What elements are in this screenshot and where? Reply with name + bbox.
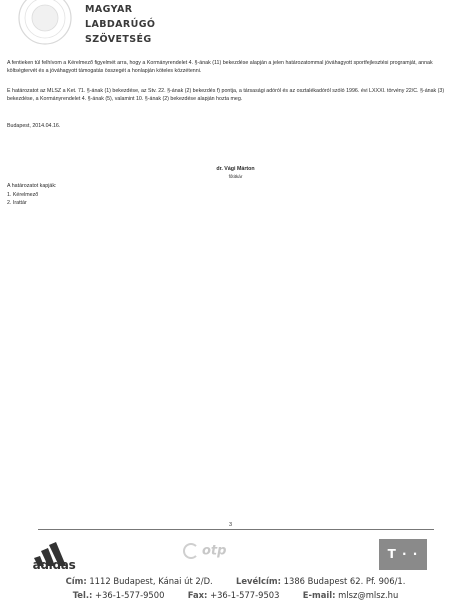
distribution-item: 1. Kérelmező xyxy=(7,191,39,198)
otp-wordmark: otp xyxy=(202,543,227,559)
sponsor-otp xyxy=(183,543,226,559)
paragraph-legal-basis: E határozatot az MLSZ a Ket. 71. §-ának (1) bekezdése, az Stv. 22. §-ának (2) bekezdés f) pontja, a társasági adóról és az osztalékadóról szóló 1996. évi LXXXI. törvény 22/C. §-ának (3) bekezdése, a Kormányrendelet 4. §-ának (5), valamint 10. §-ának (2) bekezdése alapján hozta meg. xyxy=(7,88,445,102)
otp-ring-icon xyxy=(183,543,199,559)
phone-value: +36-1-577-9500 xyxy=(95,590,165,600)
address-value: 1112 Budapest, Kánai út 2/D. xyxy=(89,576,213,586)
email-label: E-mail: xyxy=(302,590,336,600)
organization-name xyxy=(85,2,155,47)
mail-value: 1386 Budapest 62. Pf. 906/1. xyxy=(283,576,406,586)
sponsor-telekom: T · · xyxy=(379,539,427,570)
footer-contact-line xyxy=(0,590,471,600)
email-value[interactable]: mlsz@mlsz.hu xyxy=(338,590,399,600)
document-date: Budapest, 2014.04.16. xyxy=(7,123,61,129)
seal-icon xyxy=(14,0,76,50)
distribution-title: A határozatot kapják: xyxy=(7,183,57,189)
fax-value: +36-1-577-9503 xyxy=(210,590,280,600)
phone-label: Tel.: xyxy=(72,590,93,600)
distribution-list xyxy=(7,182,56,208)
page-number: 3 xyxy=(229,522,233,528)
sponsor-adidas: adidas xyxy=(32,558,76,572)
fax-label: Fax: xyxy=(187,590,208,600)
signer-name: dr. Vági Márton xyxy=(216,166,255,172)
paragraph-publication-notice: A fentieken túl felhívom a Kérelmező figyelmét arra, hogy a Kormányrendelet 4. §-ának (11) bekezdése alapján a jelen határozatommal jóváhagyott sportfejlesztési programját, annak költségtervét és a jóváhagyott támogatás összegét a honlapján köteles közzétenni. xyxy=(7,60,433,74)
footer-address-line xyxy=(0,576,471,586)
org-name-line2: LABDARÚGÓ xyxy=(85,19,156,30)
distribution-item: 2. Irattár xyxy=(7,200,27,206)
footer-divider xyxy=(38,529,434,530)
address-label: Cím: xyxy=(65,576,87,586)
org-name-line1: MAGYAR xyxy=(85,4,133,15)
signer-title: főtitkár xyxy=(228,174,243,179)
org-name-line3: SZÖVETSÉG xyxy=(85,34,152,45)
mail-label: Levélcím: xyxy=(236,576,281,586)
